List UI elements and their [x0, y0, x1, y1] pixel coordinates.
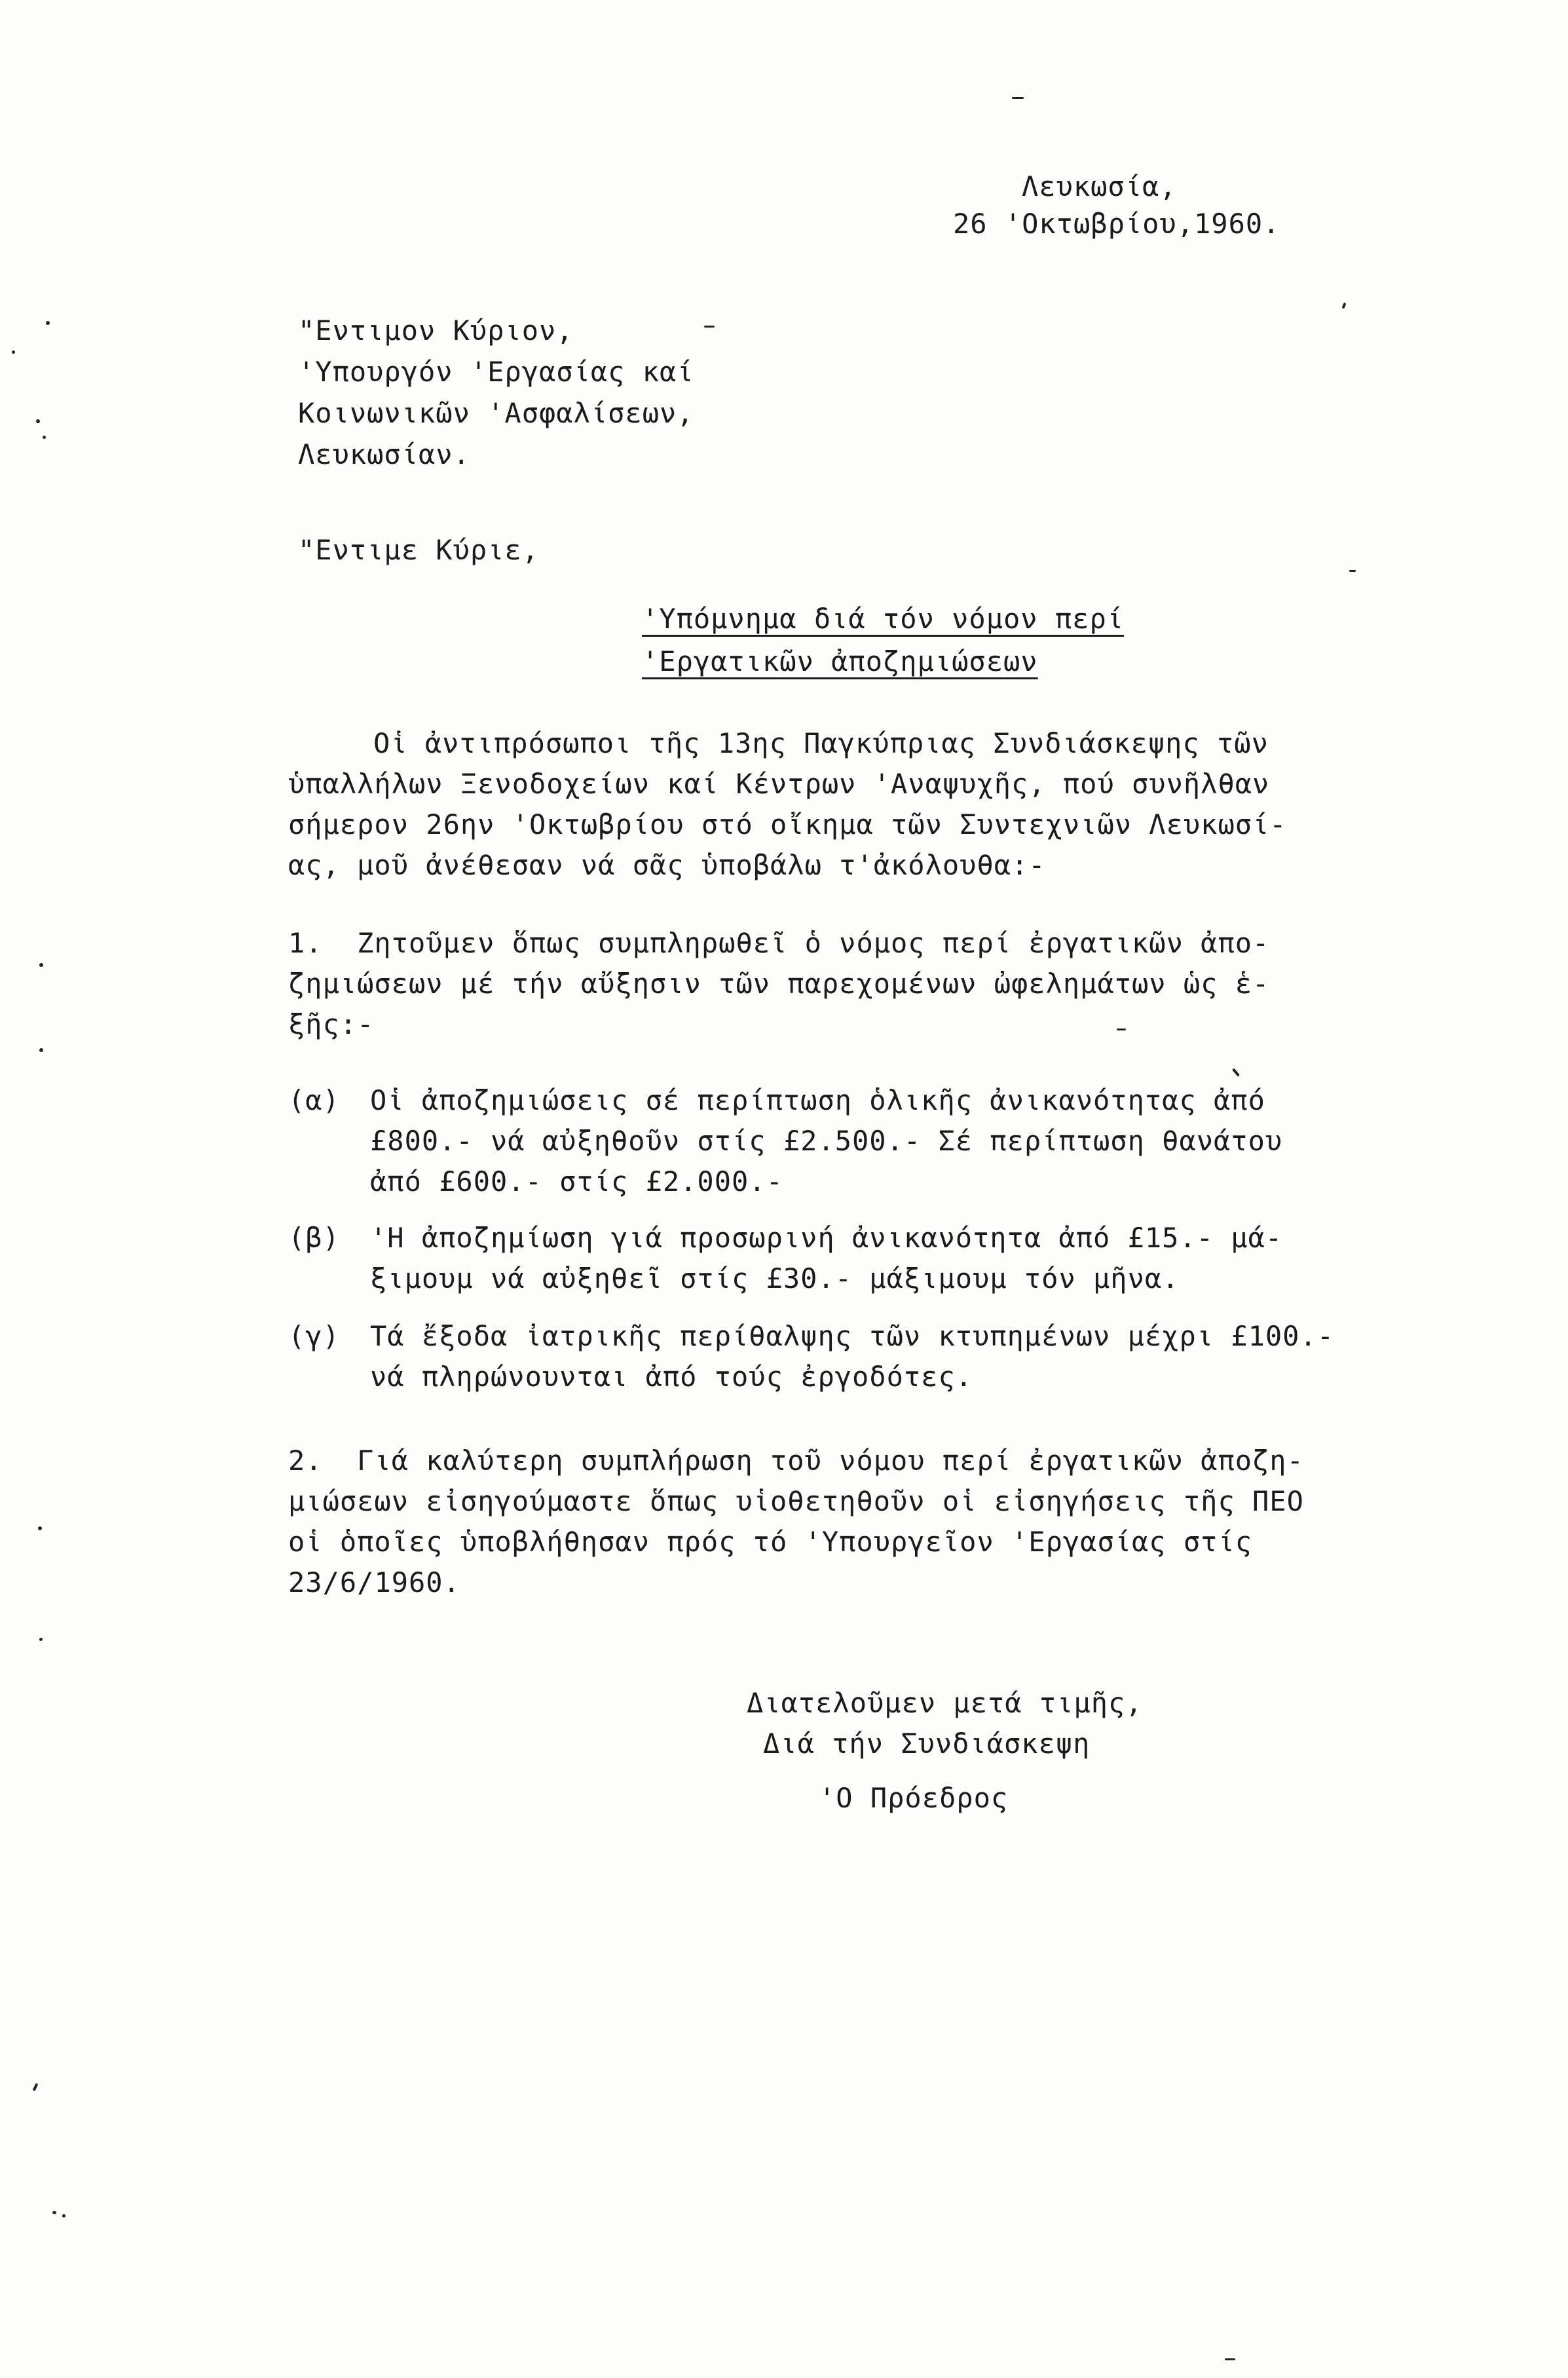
item-b-line-2: ξιμουμ νά αὐξηθεῖ στίς £30.- μάξιμουμ τόν μῆνα.: [370, 1262, 1180, 1294]
item-c-marker: (γ): [288, 1320, 340, 1352]
scan-speck: [46, 321, 50, 325]
scan-speck: [39, 1638, 43, 1641]
scan-speck: [1225, 2358, 1235, 2360]
item-a-line-3: ἀπό £600.- στίς £2.000.-: [370, 1165, 783, 1198]
scan-speck: [39, 963, 43, 967]
closing-line-1: Διατελοῦμεν μετά τιμῆς,: [747, 1687, 1143, 1719]
point-1-line-2: ζημιώσεων μέ τήν αὔξησιν τῶν παρεχομένων ὠφελημάτων ὡς ἑ-: [288, 968, 1270, 1000]
item-b-marker: (β): [288, 1222, 340, 1254]
salutation: "Εντιμε Κύριε,: [298, 534, 540, 566]
scan-speck: [43, 436, 46, 439]
scan-speck: [33, 2083, 39, 2092]
intro-line-3: σήμερον 26ην 'Οκτωβρίου στό οἴκημα τῶν Συντεχνιῶν Λευκωσί-: [288, 808, 1287, 840]
scan-speck: [1342, 303, 1347, 309]
point-2-line-2: μιώσεων εἰσηγούμαστε ὅπως υἱοθετηθοῦν οἱ εἰσηγήσεις τῆς ΠΕΟ: [288, 1485, 1304, 1517]
scan-speck: [38, 1526, 42, 1530]
subject-line-2: 'Εργατικῶν ἀποζημιώσεων: [642, 645, 1038, 677]
addressee-line-4: Λευκωσίαν.: [298, 438, 470, 470]
scan-speck: [12, 350, 15, 354]
point-1-line-1: 1. Ζητοῦμεν ὅπως συμπληρωθεῖ ὁ νόμος περί ἐργατικῶν ἀπο-: [288, 927, 1270, 959]
letter-place: Λευκωσία,: [1022, 170, 1177, 202]
scan-speck: [39, 1048, 43, 1052]
closing-line-2: Διά τήν Συνδιάσκεψη: [763, 1727, 1091, 1760]
scan-speck: [1232, 1068, 1240, 1076]
item-b-line-1: 'Η ἀποζημίωση γιά προσωρινή ἀνικανότητα ἀπό £15.- μά-: [370, 1222, 1283, 1254]
item-a-marker: (α): [288, 1084, 340, 1116]
item-c-line-2: νά πληρώνουνται ἀπό τούς ἐργοδότες.: [370, 1361, 973, 1393]
intro-line-4: ας, μοῦ ἀνέθεσαν νά σᾶς ὑποβάλω τ'ἀκόλουθα:-: [288, 849, 1046, 881]
point-2-line-4: 23/6/1960.: [288, 1566, 460, 1598]
scan-speck: [1117, 1029, 1126, 1030]
scan-speck: [62, 2214, 65, 2218]
letter-date: 26 'Οκτωβρίου,1960.: [953, 208, 1280, 240]
point-1-line-3: ξῆς:-: [288, 1008, 375, 1040]
point-2-line-1: 2. Γιά καλύτερη συμπλήρωση τοῦ νόμου περί ἐργατικῶν ἀποζη-: [288, 1444, 1304, 1477]
subject-line-1: 'Υπόμνημα διά τόν νόμον περί: [642, 603, 1125, 635]
scan-speck: [1349, 570, 1356, 572]
scan-speck: [1012, 97, 1024, 99]
addressee-line-3: Κοινωνικῶν 'Ασφαλίσεων,: [298, 397, 694, 429]
item-c-line-1: Τά ἔξοδα ἰατρικῆς περίθαλψης τῶν κτυπημένων μέχρι £100.-: [370, 1320, 1335, 1352]
intro-line-1: Οἱ ἀντιπρόσωποι τῆς 13ης Παγκύπριας Συνδιάσκεψης τῶν: [373, 727, 1269, 759]
closing-line-3: 'Ο Πρόεδρος: [819, 1782, 1009, 1814]
item-a-line-2: £800.- νά αὐξηθοῦν στίς £2.500.- Σέ περίπτωση θανάτου: [370, 1125, 1283, 1157]
scan-speck: [52, 2211, 56, 2214]
scan-speck: [704, 326, 715, 328]
scan-speck: [36, 419, 40, 423]
addressee-line-2: 'Υπουργόν 'Εργασίας καί: [298, 356, 694, 388]
point-2-line-3: οἱ ὁποῖες ὑποβλήθησαν πρός τό 'Υπουργεῖον 'Εργασίας στίς: [288, 1526, 1253, 1558]
intro-line-2: ὑπαλλήλων Ξενοδοχείων καί Κέντρων 'Αναψυχῆς, πού συνῆλθαν: [288, 768, 1270, 800]
addressee-line-1: "Εντιμον Κύριον,: [298, 314, 574, 347]
item-a-line-1: Οἱ ἀποζημιώσεις σέ περίπτωση ὁλικῆς ἀνικανότητας ἀπό: [370, 1084, 1265, 1116]
